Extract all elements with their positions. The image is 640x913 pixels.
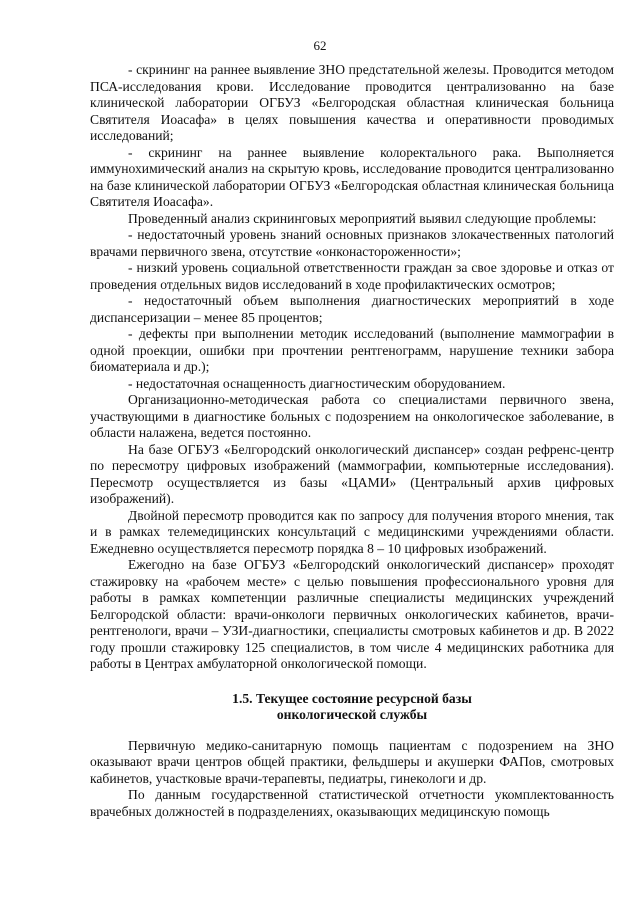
paragraph: - недостаточный объем выполнения диагностических мероприятий в ходе диспансеризации – менее 85 процентов; xyxy=(90,293,614,325)
paragraph: Двойной пересмотр проводится как по запросу для получения второго мнения, так и в рамках телемедицинских консультаций с медицинскими учреждениями области. Ежедневно осуществляется пересмотр порядка 8 – 10 цифровых изображений. xyxy=(90,507,614,556)
section-heading-line1: 1.5. Текущее состояние ресурсной базы xyxy=(232,690,472,706)
paragraph: Организационно-методическая работа со специалистами первичного звена, участвующими в диагностике больных с подозрением на онкологическое заболевание, в области налажена, ведется постоянно. xyxy=(90,392,614,440)
paragraph: Проведенный анализ скрининговых мероприятий выявил следующие проблемы: xyxy=(128,210,597,226)
paragraph: - скрининг на раннее выявление ЗНО предстательной железы. Проводится методом ПСА-исследования крови. Исследование проводится централизованно на базе клинической лаборатории ОГБУЗ «Белгородская областная клиническая больница Святителя Иоасафа» в целях повышения качества и оперативности проводимых исследований; xyxy=(90,62,614,143)
paragraph: По данным государственной статистической отчетности укомплектованность врачебных должностей в подразделениях, оказывающих медицинскую помощь xyxy=(90,787,614,819)
page-body xyxy=(90,62,614,820)
section-heading xyxy=(90,691,614,724)
paragraph: - низкий уровень социальной ответственности граждан за свое здоровье и отказ от проведения отдельных видов исследований в ходе профилактических осмотров; xyxy=(90,260,614,292)
section-heading-line2: онкологической службы xyxy=(276,707,428,722)
paragraph: - скрининг на раннее выявление колоректального рака. Выполняется иммунохимический анализ на скрытую кровь, исследование проводится централизованно на базе клинической лаборатории ОГБУЗ «Белгородская областная клиническая больница Святителя Иоасафа». xyxy=(90,144,614,209)
paragraph: - недостаточная оснащенность диагностическим оборудованием. xyxy=(128,375,506,391)
paragraph: - дефекты при выполнении методик исследований (выполнение маммографии в одной проекции, ошибки при прочтении рентгенограмм, нарушение техники забора биоматериала и др.); xyxy=(90,326,614,374)
page-number: 62 xyxy=(313,38,327,53)
paragraph: На базе ОГБУЗ «Белгородский онкологический диспансер» создан рефренс-центр по пересмотру цифровых изображений (маммографии, компьютерные исследования). Пересмотр осуществляется из базы «ЦАМИ» (Центральный архив цифровых изображений). xyxy=(90,441,614,506)
paragraph: Ежегодно на базе ОГБУЗ «Белгородский онкологический диспансер» проходят стажировку на «рабочем месте» с целью повышения профессионального уровня для работы в рамках компетенции различные специалисты медицинских учреждений Белгородской области: врачи-онкологи первичных онкологических кабинетов, врачи-рентгенологи, врачи – УЗИ-диагностики, специалисты смотровых кабинетов и др. В 2022 году прошли стажировку 125 специалистов, в том числе 4 медицинских работника для работы в Центрах амбулаторной онкологической помощи. xyxy=(90,557,614,671)
paragraph: Первичную медико-санитарную помощь пациентам с подозрением на ЗНО оказывают врачи центров общей практики, фельдшеры и акушерки ФАПов, смотровых кабинетов, участковые врачи-терапевты, педиатры, гинекологи и др. xyxy=(90,737,614,786)
paragraph: - недостаточный уровень знаний основных признаков злокачественных патологий врачами первичного звена, отсутствие «онконастороженности»; xyxy=(90,227,614,259)
